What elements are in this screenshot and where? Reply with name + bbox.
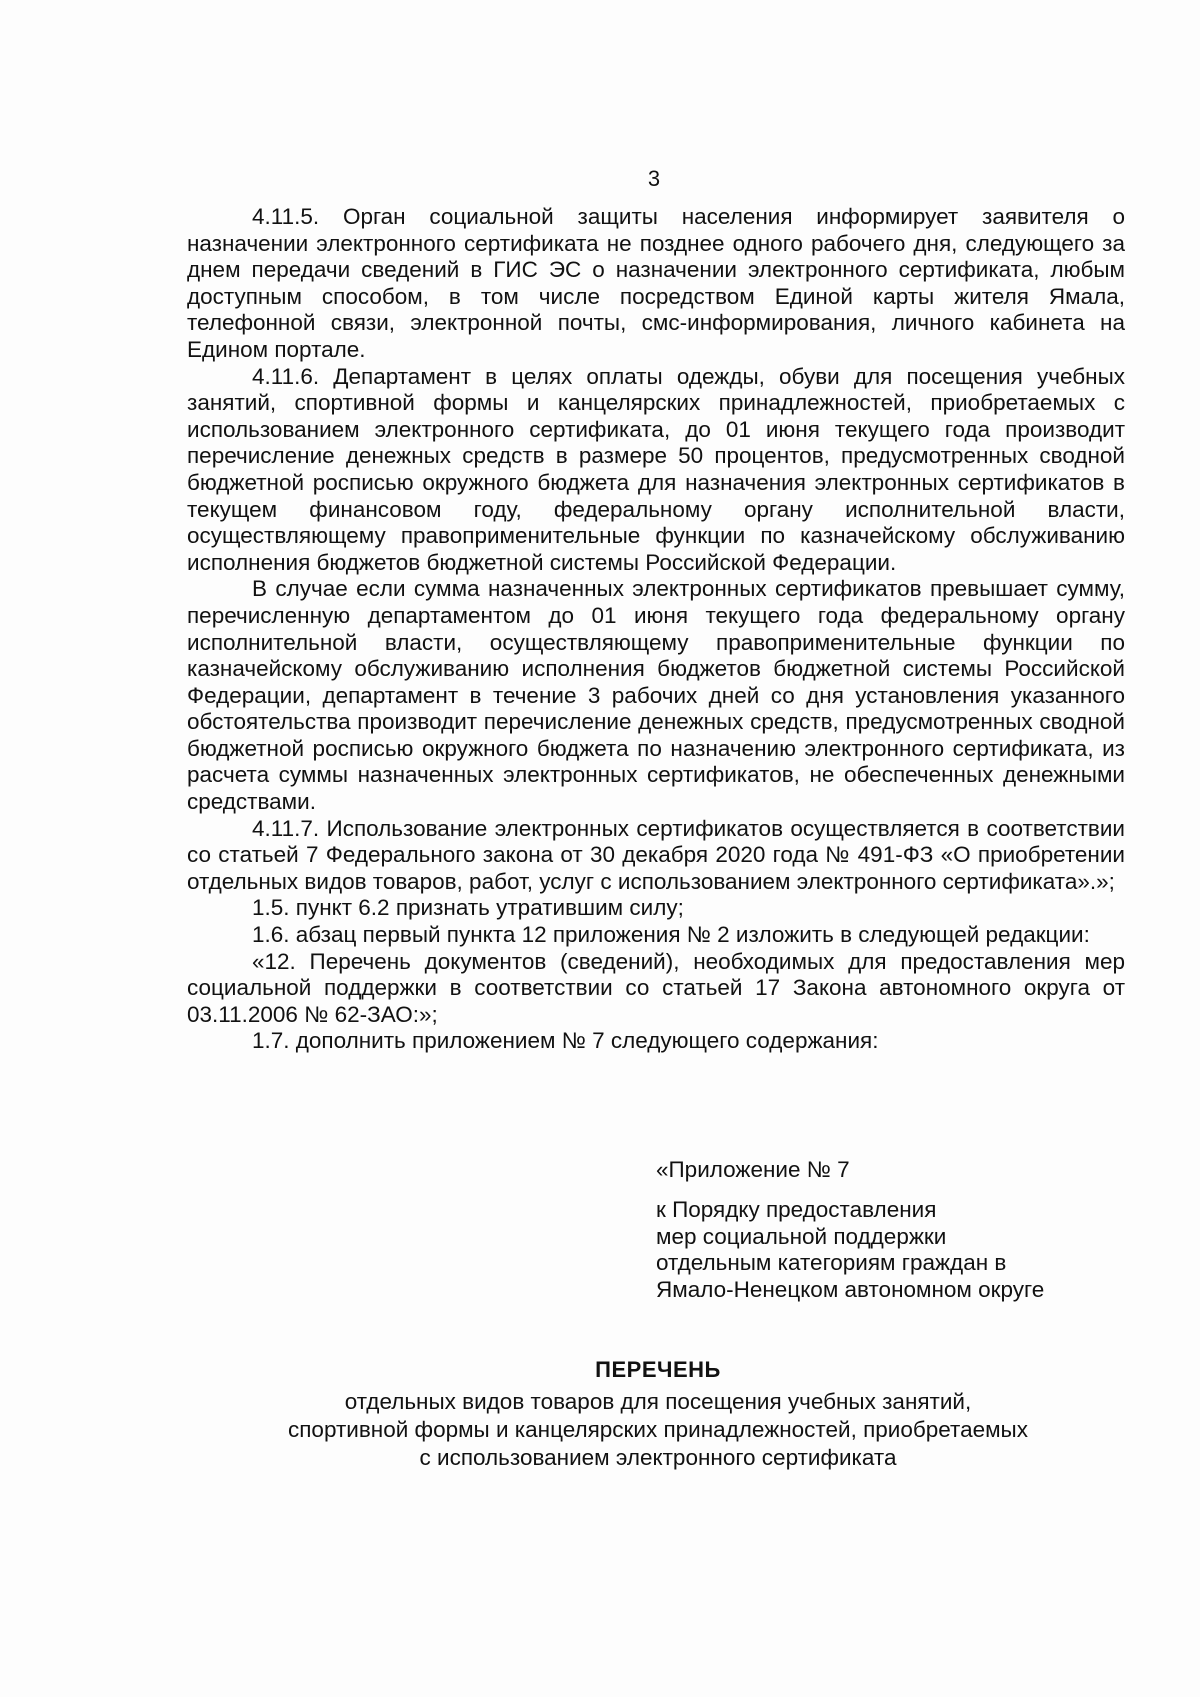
paragraph-12-quote: «12. Перечень документов (сведений), необходимых для предоставления мер социальной поддержки в соответствии со статьей 17 Закона автономного округа от 03.11.2006 № 62-ЗАО:»; — [187, 948, 1125, 1027]
list-subtitle-line: с использованием электронного сертификата — [419, 1445, 897, 1470]
appendix-line: мер социальной поддержки — [656, 1223, 947, 1249]
paragraph-1-6: 1.6. абзац первый пункта 12 приложения № 2 изложить в следующей редакции: — [252, 922, 1090, 948]
document-body — [187, 204, 1125, 1055]
paragraph-4-11-7: 4.11.7. Использование электронных сертификатов осуществляется в соответствии со статьей 7 Федерального закона от 30 декабря 2020 года № 491-ФЗ «О приобретении отдельных видов товаров, работ, услуг с использованием электронного сертификата».»; — [187, 815, 1125, 894]
paragraph-1-7: 1.7. дополнить приложением № 7 следующего содержания: — [252, 1028, 879, 1054]
appendix-line: Ямало-Ненецком автономном округе — [656, 1276, 1045, 1302]
paragraph-excess-amount: В случае если сумма назначенных электронных сертификатов превышает сумму, перечисленную департаментом до 01 июня текущего года федеральному органу исполнительной власти, осуществляющему правоприменительные функции по казначейскому обслуживанию исполнения бюджетов бюджетной системы Российской Федерации, департамент в течение 3 рабочих дней со дня установления указанного обстоятельства производит перечисление денежных средств, предусмотренных сводной бюджетной росписью окружного бюджета по назначению электронного сертификата, из расчета суммы назначенных электронных сертификатов, не обеспеченных денежными средствами. — [187, 576, 1125, 815]
list-subtitle-line: спортивной формы и канцелярских принадлежностей, приобретаемых — [288, 1417, 1028, 1442]
paragraph-1-5: 1.5. пункт 6.2 признать утратившим силу; — [252, 895, 684, 921]
paragraph-4-11-5: 4.11.5. Орган социальной защиты населения информирует заявителя о назначении электронного сертификата не позднее одного рабочего дня, следующего за днем передачи сведений в ГИС ЭС о назначении электронного сертификата, любым доступным способом, в том числе посредством Единой карты жителя Ямала, телефонной связи, электронной почты, смс-информирования, личного кабинета на Едином портале. — [187, 204, 1125, 362]
appendix-reference — [656, 1197, 1044, 1303]
paragraph-4-11-6: 4.11.6. Департамент в целях оплаты одежды, обуви для посещения учебных занятий, спортивной формы и канцелярских принадлежностей, приобретаемых с использованием электронного сертификата, до 01 июня текущего года производит перечисление денежных средств в размере 50 процентов, предусмотренных сводной бюджетной росписью окружного бюджета для назначения электронных сертификатов в текущем финансовом году, федеральному органу исполнительной власти, осуществляющему правоприменительные функции по казначейскому обслуживанию исполнения бюджетов бюджетной системы Российской Федерации. — [187, 363, 1125, 575]
page-number: 3 — [647, 166, 661, 191]
appendix-line: к Порядку предоставления — [656, 1197, 937, 1222]
list-subtitle-line: отдельных видов товаров для посещения учебных занятий, — [344, 1389, 972, 1414]
list-subtitle — [0, 1388, 1200, 1472]
appendix-line: отдельным категориям граждан в — [656, 1250, 1007, 1276]
list-heading: ПЕРЕЧЕНЬ — [595, 1357, 721, 1382]
appendix-title: «Приложение № 7 — [656, 1157, 850, 1182]
